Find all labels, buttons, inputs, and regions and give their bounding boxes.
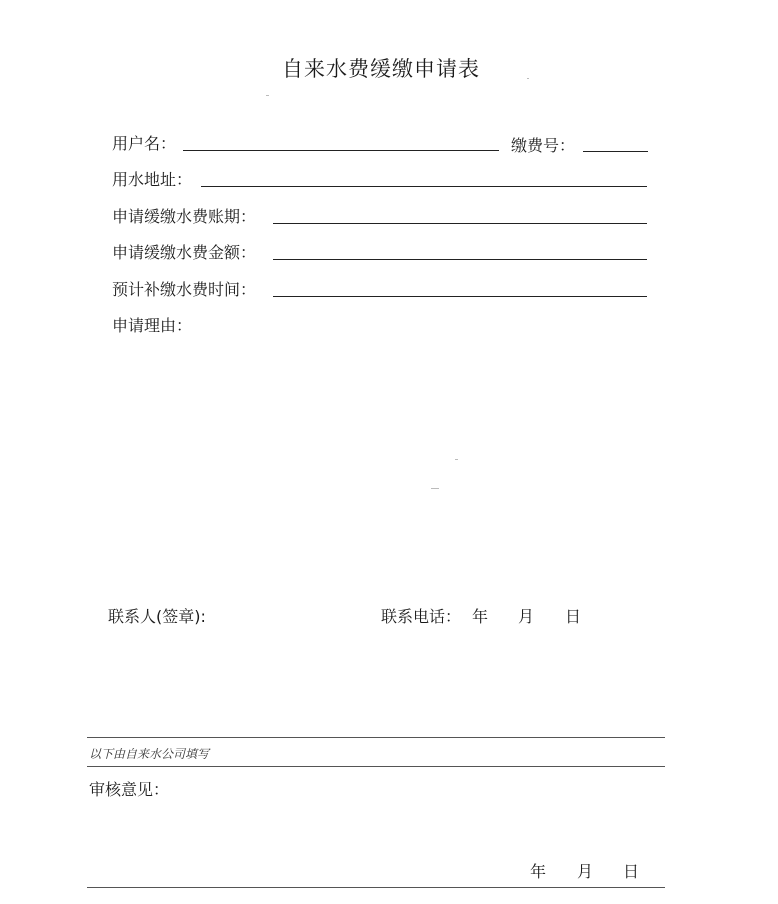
- username-field-line[interactable]: [183, 150, 499, 151]
- scan-speck: [455, 459, 458, 460]
- reason-label: 申请理由：: [112, 316, 193, 335]
- review-month-label: 月: [577, 862, 594, 881]
- planned-payment-time-label: 预计补缴水费时间：: [112, 280, 257, 299]
- deferral-amount-field-line[interactable]: [273, 259, 647, 260]
- company-fill-note: 以下由自来水公司填写: [89, 747, 210, 761]
- review-opinion-label: 审核意见：: [89, 780, 170, 799]
- address-label: 用水地址：: [112, 170, 193, 189]
- deferral-amount-label: 申请缓缴水费金额：: [112, 243, 257, 262]
- contact-phone-label: 联系电话：: [381, 607, 462, 626]
- payment-no-label: 缴费号：: [511, 136, 576, 155]
- username-label: 用户名：: [112, 134, 177, 153]
- section-divider-middle: [87, 766, 665, 767]
- signature-month-label: 月: [518, 607, 535, 626]
- review-day-label: 日: [623, 862, 640, 881]
- section-divider-bottom: [87, 887, 665, 888]
- signature-day-label: 日: [565, 607, 582, 626]
- planned-payment-time-field-line[interactable]: [273, 296, 647, 297]
- scan-speck: [527, 78, 529, 79]
- scan-speck: [431, 488, 439, 489]
- section-divider-top: [87, 737, 665, 738]
- signature-year-label: 年: [472, 607, 489, 626]
- scan-speck: [266, 95, 269, 96]
- review-opinion-area[interactable]: [89, 804, 665, 854]
- form-title: 自来水费缓缴申请表: [282, 57, 480, 81]
- deferral-period-label: 申请缓缴水费账期：: [112, 207, 257, 226]
- contact-person-label: 联系人(签章):: [108, 607, 206, 626]
- payment-no-field-line[interactable]: [583, 151, 648, 152]
- deferral-period-field-line[interactable]: [273, 223, 647, 224]
- review-year-label: 年: [530, 862, 547, 881]
- reason-text-area[interactable]: [112, 340, 648, 580]
- address-field-line[interactable]: [201, 186, 647, 187]
